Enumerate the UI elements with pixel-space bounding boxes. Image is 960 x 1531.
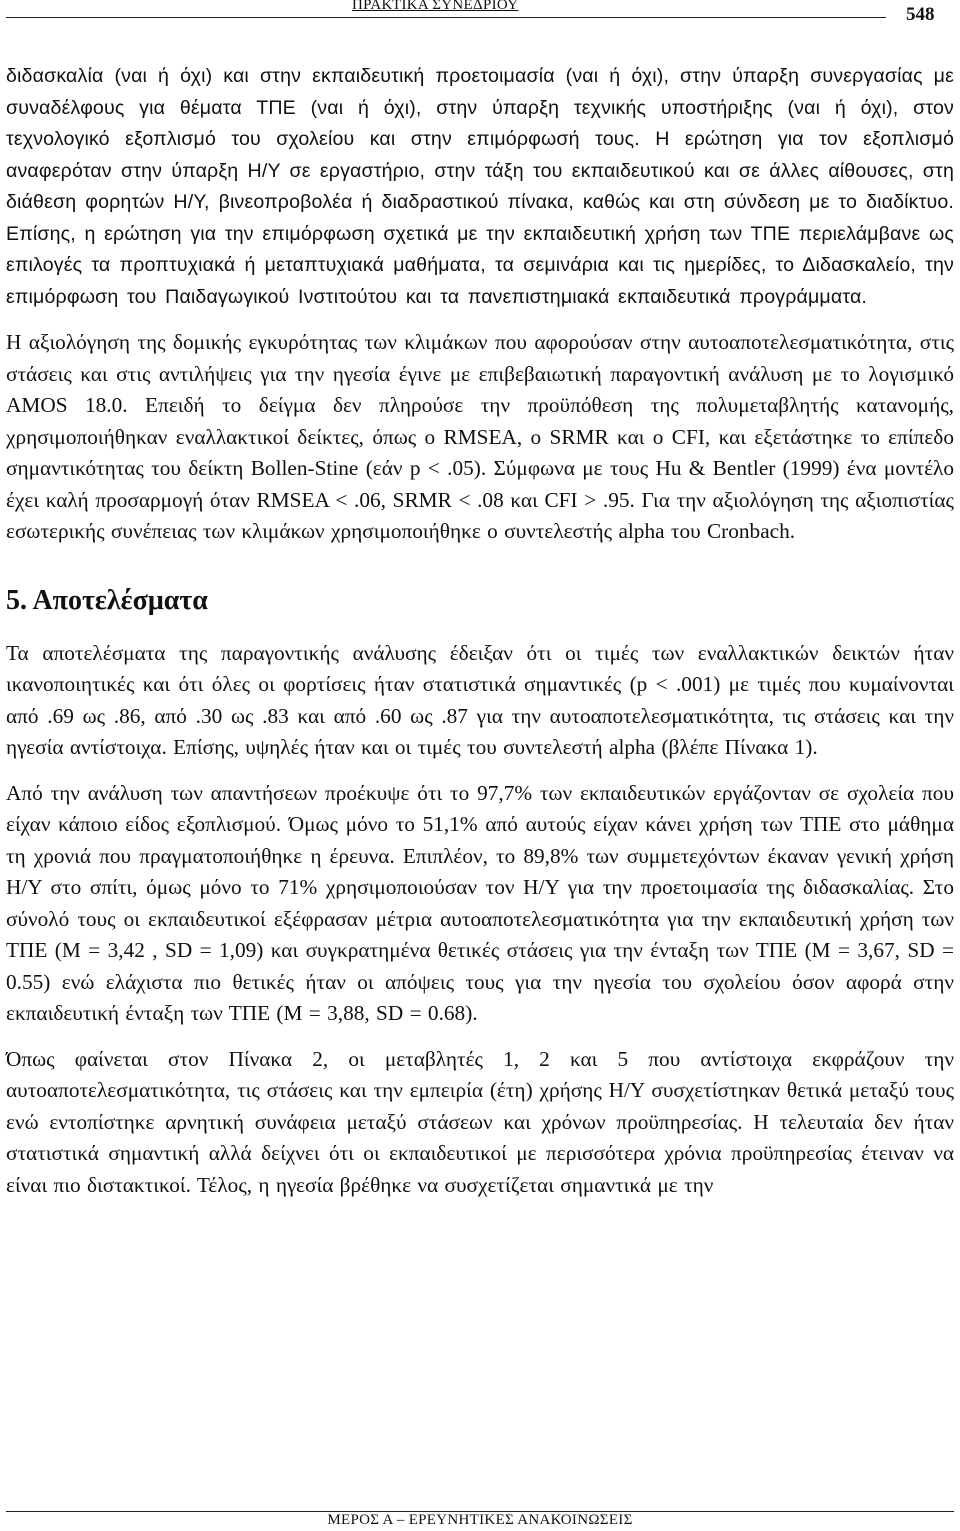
running-title: ΠΡΑΚΤΙΚΑ ΣΥΝΕΔΡΙΟΥ — [352, 0, 519, 13]
paragraph-method-variables: διδασκαλία (ναι ή όχι) και στην εκπαιδευτική προετοιμασία (ναι ή όχι), στην ύπαρξη συνεργασίας με συναδέλφους για θέματα ΤΠΕ (ναι ή όχι), στην ύπαρξη τεχνικής υποστήριξης (ναι ή όχι), στον τεχνολογικό εξοπλισμό του σχολείου και στην επιμόρφωσή τους. Η ερώτηση για τον εξοπλισμό αναφερόταν στην ύπαρξη Η/Υ σε εργαστήριο, στην τάξη του εκπαιδευτικού και σε άλλες αίθουσες, στη διάθεση φορητών Η/Υ, βινεοπροβολέα ή διαδραστικού πίνακα, καθώς και στη σύνδεση με το διαδίκτυο. Επίσης, η ερώτηση για την επιμόρφωση σχετικά με την εκπαιδευτική χρήση των ΤΠΕ περιελάμβανε ως επιλογές τα προπτυχιακά ή μεταπτυχιακά μαθήματα, τα σεμινάρια και τις ημερίδες, το Διδασκαλείο, την επιμόρφωση του Παιδαγωγικού Ινστιτούτου και τα πανεπιστημιακά εκπαιδευτικά προγράμματα. — [6, 65, 954, 308]
running-header — [0, 0, 960, 36]
page-content — [6, 61, 954, 1201]
paragraph-factor-analysis: Η αξιολόγηση της δομικής εγκυρότητας των κλιμάκων που αφορούσαν στην αυτοαποτελεσματικότητα, στις στάσεις και στις αντιλήψεις για την ηγεσία έγινε με επιβεβαιωτική παραγοντική ανάλυση με το λογισμικό AMOS 18.0. Επειδή το δείγμα δεν πληρούσε την προϋπόθεση της πολυμεταβλητής κατανομής, χρησιμοποιήθηκαν εναλλακτικοί δείκτες, όπως ο RMSEA, ο SRMR και ο CFI, και εξετάστηκε το επίπεδο σημαντικότητας του δείκτη Bollen-Stine (εάν p < .05). Σύμφωνα με τους Hu & Bentler (1999) ένα μοντέλο έχει καλή προσαρμογή όταν RMSEA < .06, SRMR < .08 και CFI > .95. Για την αξιολόγηση της αξιοπιστίας εσωτερικής συνέπειας των κλιμάκων χρησιμοποιήθηκε ο συντελεστής alpha του Cronbach. — [6, 330, 954, 543]
paragraph-results-usage: Από την ανάλυση των απαντήσεων προέκυψε ότι το 97,7% των εκπαιδευτικών εργάζονταν σε σχολεία που είχαν κάποιο είδος εξοπλισμού. Όμως μόνο το 51,1% από αυτούς είχαν κάνει χρήση των ΤΠΕ στο μάθημα τη χρονιά που πραγματοποιήθηκε η έρευνα. Επιπλέον, το 89,8% των συμμετεχόντων έκαναν γενική χρήση Η/Υ στο σπίτι, όμως μόνο το 71% χρησιμοποιούσαν τον Η/Υ για την προετοιμασία της διδασκαλίας. Στο σύνολό τους οι εκπαιδευτικοί εξέφρασαν μέτρια αυτοαποτελεσματικότητα για την εκπαιδευτική χρήση των ΤΠΕ (M = 3,42 , SD = 1,09) και συγκρατημένα θετικές στάσεις για την ένταξη των ΤΠΕ (M = 3,67, SD = 0.55) ενώ ελάχιστα πιο θετικές ήταν οι απόψεις τους για την ηγεσία του σχολείου όσον αφορά στην εκπαιδευτική ένταξη των ΤΠΕ (M = 3,88, SD = 0.68). — [6, 780, 954, 1025]
running-footer — [0, 1504, 960, 1531]
paragraph-results-correlations: Όπως φαίνεται στον Πίνακα 2, οι μεταβλητές 1, 2 και 5 που αντίστοιχα εκφράζουν την αυτοαποτελεσματικότητα, τις στάσεις και την εμπειρία (έτη) χρήσης Η/Υ συσχετίστηκαν θετικά μεταξύ τους ενώ εντοπίστηκε αρνητική συνάφεια μεταξύ στάσεων και χρόνων προϋπηρεσίας. Η τελευταία δεν ήταν στατιστικά σημαντική αλλά δείχνει ότι οι εκπαιδευτικοί με περισσότερα χρόνια προϋπηρεσίας έτειναν να είναι πιο διστακτικοί. Τέλος, η ηγεσία βρέθηκε να συσχετίζεται σημαντικά με την — [6, 1046, 954, 1197]
header-rule — [6, 17, 886, 18]
page-number: 548 — [906, 4, 935, 25]
footer-text: ΜΕΡΟΣ Α – ΕΡΕΥΝΗΤΙΚΕΣ ΑΝΑΚΟΙΝΩΣΕΙΣ — [327, 1512, 633, 1528]
section-heading-results: 5. Αποτελέσματα — [6, 584, 208, 616]
paragraph-results-intro: Τα αποτελέσματα της παραγοντικής ανάλυσης έδειξαν ότι οι τιμές των εναλλακτικών δεικτών ήταν ικανοποιητικές και ότι όλες οι φορτίσεις ήταν στατιστικά σημαντικές (p < .001) με τιμές που κυμαίνονται από .69 ως .86, από .30 ως .83 και από .60 ως .87 για την αυτοαποτελεσματικότητα, τις στάσεις και την ηγεσία αντίστοιχα. Επίσης, υψηλές ήταν και οι τιμές του συντελεστή alpha (βλέπε Πίνακα 1). — [6, 640, 954, 759]
